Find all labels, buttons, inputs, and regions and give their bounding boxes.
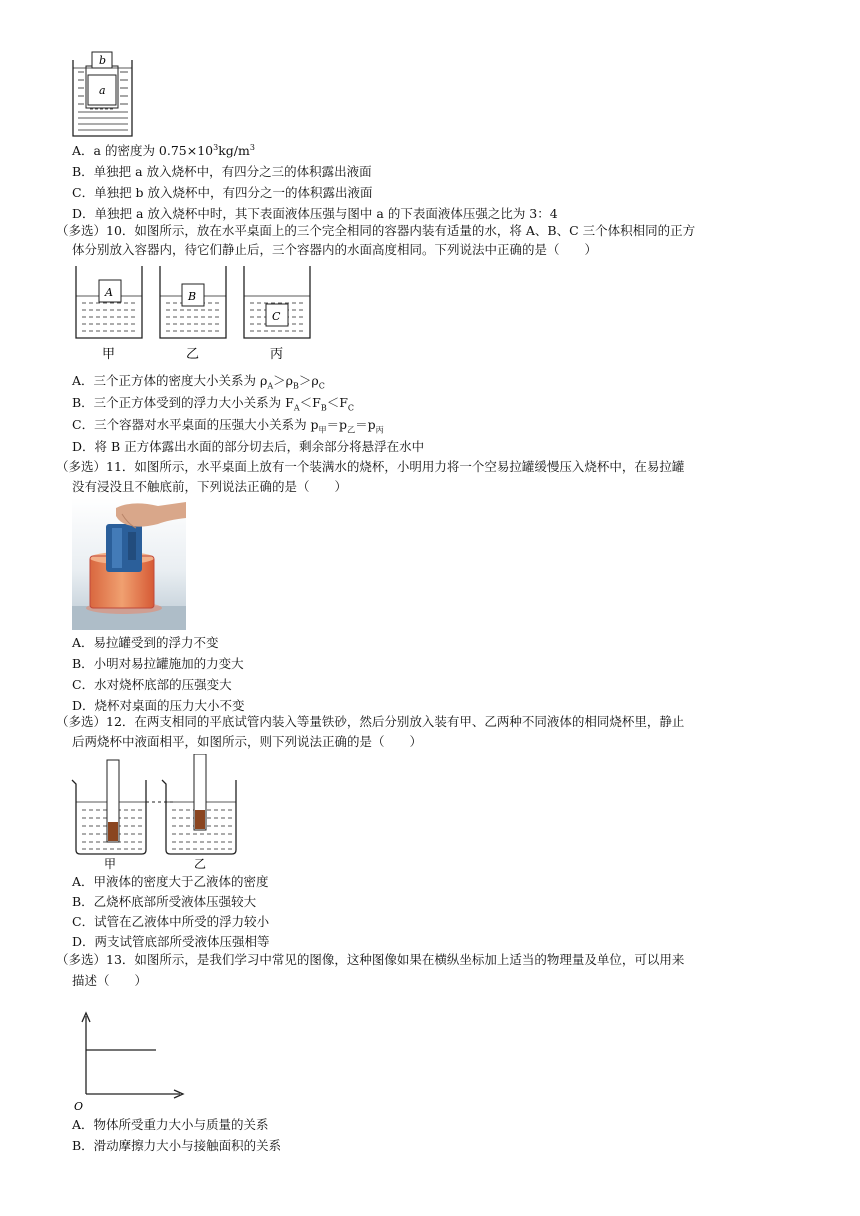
q11-option-a: A．易拉罐受到的浮力不变 xyxy=(72,635,219,650)
q12-option-c: C．试管在乙液体中所受的浮力较小 xyxy=(72,914,270,929)
q9-label-a: a xyxy=(99,84,106,97)
q9-label-b: b xyxy=(99,54,107,67)
q10-option-a: A．三个正方体的密度大小关系为 $\rho_A>\rho_B>\rho_C$ xyxy=(72,373,325,391)
q11-photo-can-in-beaker xyxy=(72,498,186,630)
q13-stem-line1: （多选）13．如图所示，是我们学习中常见的图像，这种图像如果在横纵坐标加上适当的物理量及单位，可以用来 xyxy=(56,952,685,967)
q10-label-A: A xyxy=(105,286,113,299)
q10-label-bing: 丙 xyxy=(270,347,284,362)
q9-option-b: B．单独把 a 放入烧杯中，有四分之三的体积露出液面 xyxy=(72,164,372,179)
q10-label-yi: 乙 xyxy=(186,347,200,362)
q9-option-c: C．单独把 b 放入烧杯中，有四分之一的体积露出液面 xyxy=(72,185,373,200)
q12-stem-line1: （多选）12．在两支相同的平底试管内装入等量铁砂，然后分别放入装有甲、乙两种不同液体的相同烧杯里，静止 xyxy=(56,714,685,729)
q10-containers-figure xyxy=(72,262,332,366)
q11-stem-line2: 没有浸没且不触底前，下列说法正确的是（ ） xyxy=(72,479,348,494)
q13-option-a: A．物体所受重力大小与质量的关系 xyxy=(72,1117,269,1132)
q12-label-yi: 乙 xyxy=(194,857,207,871)
q10-stem-line2: 体分别放入容器内，待它们静止后，三个容器内的水面高度相同。下列说法中正确的是（ ） xyxy=(72,242,598,257)
q11-option-d: D．烧杯对桌面的压力大小不变 xyxy=(72,698,245,713)
q10-option-d: D．将 B 正方体露出水面的部分切去后，剩余部分将悬浮在水中 xyxy=(72,439,425,454)
q10-option-c: C．三个容器对水平桌面的压强大小关系为 $p_甲=p_乙=p_丙$ xyxy=(72,417,384,435)
q10-label-B: B xyxy=(188,290,197,303)
q13-origin-label: O xyxy=(74,1100,84,1113)
q12-option-a: A．甲液体的密度大于乙液体的密度 xyxy=(72,874,269,889)
q13-stem-line2: 描述（ ） xyxy=(72,973,148,988)
q12-label-jia: 甲 xyxy=(104,857,117,871)
q9-option-d: D．单独把 a 放入烧杯中时，其下表面液体压强与图中 a 的下表面液体压强之比为 3：4 xyxy=(72,206,558,221)
q9-option-a: A．a 的密度为 $0.75\times 10^3kg/m^3$ xyxy=(72,142,255,158)
q12-test-tubes-figure xyxy=(66,754,246,872)
q11-option-c: C．水对烧杯底部的压强变大 xyxy=(72,677,232,692)
q10-label-jia: 甲 xyxy=(102,347,116,362)
q11-stem-line1: （多选）11．如图所示，水平桌面上放有一个装满水的烧杯，小明用力将一个空易拉罐缓慢压入烧杯中，在易拉罐 xyxy=(56,459,685,474)
q12-option-b: B．乙烧杯底部所受液体压强较大 xyxy=(72,894,257,909)
q10-label-C: C xyxy=(272,310,281,323)
q10-option-b: B．三个正方体受到的浮力大小关系为 $F_A<F_B<F_C$ xyxy=(72,395,355,413)
q10-stem-line1: （多选）10．如图所示，放在水平桌面上的三个完全相同的容器内装有适量的水，将 A、B、C 三个体积相同的正方 xyxy=(56,223,696,238)
q12-stem-line2: 后两烧杯中液面相平，如图所示，则下列说法正确的是（ ） xyxy=(72,734,423,749)
q11-option-b: B．小明对易拉罐施加的力变大 xyxy=(72,656,244,671)
q13-option-b: B．滑动摩擦力大小与接触面积的关系 xyxy=(72,1138,282,1153)
q9-beaker-figure xyxy=(70,50,140,140)
q13-graph-figure xyxy=(70,1010,190,1114)
q12-option-d: D．两支试管底部所受液体压强相等 xyxy=(72,934,270,949)
